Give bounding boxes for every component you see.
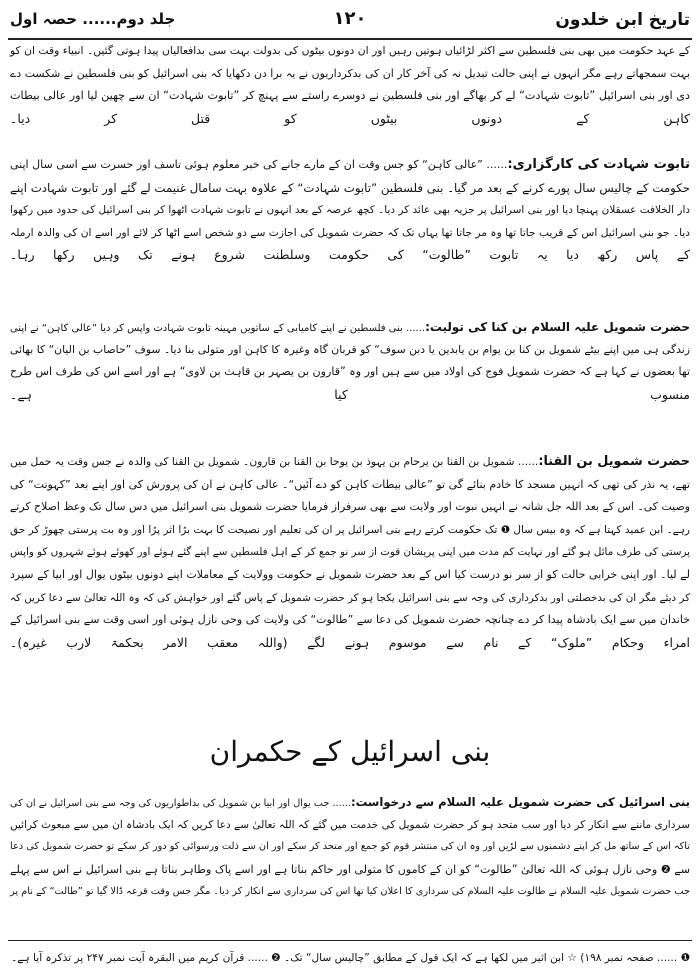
paragraph-darkhwast bbox=[10, 791, 690, 904]
paragraph-lead-heading: حضرت شمویل بن القنا: bbox=[538, 454, 690, 469]
page-number: ۱۲۰ bbox=[333, 8, 367, 29]
line-text: دار الخلافت عسقلان پہنچا دیا اور بنی اسرائیل پر جزیہ بھی عائد کر دیا۔ کچھ عرصہ کے بعد انہوں نے تابوت شہادت اٹھوا کر بنی اسرائیل کی حدود میں رکھوا bbox=[10, 204, 690, 217]
text-line bbox=[10, 541, 690, 564]
paragraph-shamwil-bin-alqana bbox=[10, 451, 690, 654]
text-line bbox=[10, 40, 690, 63]
text-line bbox=[10, 85, 690, 108]
line-text: تھا بعضوں نے کہا ہے کہ حضرت شمویل فوج کی اولاد میں سے ہیں اور وہ ”قارون بن یصہر بن قاہث بن لاوی“ ہے اور اسے اس کی طرف اس طرح bbox=[10, 365, 690, 379]
text-line bbox=[10, 881, 690, 904]
line-text: ...... شمویل بن القنا بن یرحام بن یہوذ بن یوحا بن القنا بن قارون۔ شمویل بن القنا کی والدہ نے جس وقت یہ حمل میں bbox=[10, 455, 539, 468]
line-text: کر دیئے مگر ان کی بدخصلتی اور بدکرداری کی وجہ سے بنی اسرائیل یکجا ہو کر حضرت شمویل کے پاس گئے اور خواہش کی کہ وہ اللہ تعالیٰ سے دعا کریں کہ bbox=[10, 591, 690, 604]
text-line bbox=[10, 316, 690, 339]
line-text: امراء وحکام ”ملوک“ کے نام سے موسوم ہونے لگے (واللہ معقب الامر بحکمۃ لارب غیرہ)۔ bbox=[10, 634, 690, 650]
line-text: کے عہد حکومت میں بھی بنی فلسطین سے اکثر لڑائیاں ہوتیں رہیں اور ان دونوں بیٹوں کی بدولت بہت سی بدافعالیاں پیدا ہوتی گئیں۔ انبیاء وقت ان کو bbox=[10, 44, 690, 57]
text-line bbox=[10, 361, 690, 384]
paragraph-lead-heading: حضرت شمویل علیہ السلام بن کنا کی تولیت: bbox=[425, 320, 690, 334]
line-text: دی اور بنی اسرائیل ”تابوت شہادت“ لے کر بھاگے اور بنی فلسطین نے دوسرے راستے سے پہنچ کر ”تابوت شہادت“ ان سے چھین لیا اور عالی بیطات bbox=[10, 89, 690, 103]
text-line bbox=[10, 564, 690, 587]
text-line bbox=[10, 108, 690, 131]
text-line bbox=[10, 177, 690, 200]
text-line bbox=[10, 791, 690, 814]
text-line bbox=[10, 244, 690, 267]
line-text: بہت سمجھاتے رہے مگر انہوں نے اپنی حالت تبدیل نہ کی آخر کار ان کی بدکرداریوں نے یہ برا دن دکھایا کہ بنی اسرائیل کو بنی فلسطین نے شکست دے bbox=[10, 66, 690, 80]
line-text: پرستی کی طرف مائل ہو گئے اور نہایت کم مدت میں اپنی پریشان قوت از سر نو جمع کر کے اہل فلسطین سے اپنے گئے ہوئے اور کھوئے ہوئے شہروں کو واپس bbox=[10, 546, 690, 559]
line-text: سرداری ماننے سے انکار کر دیا اور سب متحد ہو کر حضرت شمویل کی خدمت میں گئے کہ اللہ تعالیٰ سے دعا کریں کہ ایک بادشاہ ان میں سے مبعوث کرائیں bbox=[10, 818, 690, 831]
page-header bbox=[10, 6, 690, 36]
text-line bbox=[10, 474, 690, 497]
text-line bbox=[10, 384, 690, 407]
footnote: ❶ ...... صفحہ نمبر ۱۹۸) ☆ ابن اثیر میں لکھا ہے کہ ایک قول کے مطابق ”چالیس سال“ تک۔ ❷ ...... قرآن کریم میں البقرہ آیت نمبر ۲۴۷ پر تذکرہ آیا ہے۔ bbox=[11, 952, 690, 964]
text-line bbox=[10, 859, 690, 882]
text-line bbox=[10, 632, 690, 655]
line-text: سے ❷ وحی نازل ہوئی کہ اللہ تعالیٰ ”طالوت“ کو ان کے کاموں کا متولی اور حاکم بناتا ہے اور اسے پاک وطاہر بناتا ہے بنی اسرائیل نے اس سے پہلے bbox=[10, 862, 690, 876]
text-line bbox=[10, 814, 690, 837]
line-text: وصیت کی۔ اس کے بعد اللہ جل شانہ نے انہیں نبوت اور ولایت سے بھی سرفراز فرمایا حضرت شمویل بنی اسرائیل میں دس سال تک وعظ اصلاح کرتے bbox=[9, 500, 690, 514]
line-text: تاکہ اس کے ساتھ مل کر اپنے دشمنوں سے لڑیں اور وہ ان کی منتشر قوم کو جمع اور متحد کر سکے اور ان سے ذلت ورسوائی کو دور کر سکے تو حضرت شمویل کی دعا bbox=[10, 841, 690, 853]
line-text: ...... جب یوال اور ابیا بن شمویل کی بداطواریوں کی وجہ سے بنی اسرائیل نے ان کی bbox=[10, 798, 351, 809]
volume-label: جلد دوم...... حصہ اول bbox=[10, 10, 176, 28]
text-line bbox=[10, 519, 690, 542]
paragraph-0 bbox=[10, 40, 690, 130]
line-text: جب حضرت شمویل علیہ السلام نے طالوت علیہ السلام کی سرداری کا اعلان کیا تھا اس کی سرداری سے انکار کر دیا۔ مگر جس وقت قرعہ ڈالا گیا تو ”طالت“ کے نام پر bbox=[10, 886, 690, 898]
book-title: تاریخ ابن خلدون bbox=[555, 10, 690, 30]
text-line bbox=[10, 339, 690, 362]
text-line bbox=[10, 222, 690, 245]
paragraph-shamwil-tauliyat bbox=[10, 316, 690, 406]
paragraph-tabut-shahadat bbox=[10, 154, 690, 267]
line-text: ...... بنی فلسطین نے اپنے کامیابی کے ساتویں مہینہ تابوت شہادت واپس کر دیا ”عالی کاہن“ نے اپنی bbox=[10, 323, 426, 334]
text-line bbox=[10, 496, 690, 519]
line-text: ...... ”عالی کاہن“ کو جس وقت ان کے مارے جانے کی خبر معلوم ہوئی تاسف اور حسرت سے اسی سال اپنی bbox=[10, 158, 508, 171]
text-line bbox=[10, 836, 690, 859]
text-line bbox=[10, 199, 690, 222]
line-text: دیا۔ جو بنی اسرائیل اس کے قریب جاتا تھا وہ مر جاتا تھا یہاں تک کہ حضرت شمویل کی اجازت سے دو شخص اسے اٹھا کر لائے اور اسے ان کی والدہ ارملہ bbox=[10, 225, 690, 239]
line-text: خاندان میں سے ایک بادشاہ پیدا کر دے چنانچہ حضرت شمویل کی دعا سے ”طالوت“ کی ولایت کی وحی نازل ہوئی اور اسی وقت سے بنی اسرائیل کے bbox=[10, 613, 690, 627]
line-text: تھے، یہ نذر کی تھی کہ انہیں مسجد کا خادم بنائے گی تو ”عالی بیطات کاہن کو دے آئیں“۔ عالی کاہن نے ان کی پرورش کی اور اپنے بعد ”کہونت“ کی bbox=[10, 477, 690, 491]
text-line bbox=[10, 63, 690, 86]
paragraph-lead-heading: بنی اسرائیل کی حضرت شمویل علیہ السلام سے درخواست: bbox=[350, 795, 690, 809]
text-line bbox=[10, 609, 690, 632]
line-text: رہے۔ ابن عمید کہتا ہے کہ وہ بیس سال ❶ تک حکومت کرتے رہے بنی اسرائیل پر ان کی تعلیم اور نصیحت کا بہت بڑا اثر پڑا اور وہ بت پرستی چھوڑ کر حق bbox=[10, 523, 690, 536]
line-text: کے پاس رکھ دیا یہ تابوت ”طالوت“ کی حکومت وسلطنت شروع ہونے تک وہیں رکھا رہا۔ bbox=[10, 247, 690, 263]
text-line bbox=[10, 587, 690, 610]
footnote-rule bbox=[8, 940, 692, 941]
line-text: منسوب کیا ہے۔ bbox=[10, 386, 690, 402]
paragraph-lead-heading: تابوت شہادت کی کارگزاری: bbox=[507, 157, 690, 172]
text-line bbox=[10, 154, 690, 177]
line-text: حکومت کے چالیس سال پورے کرنے کے بعد مر گیا۔ بنی فلسطین ”تابوت شہادت“ کے علاوہ بہت سامال غنیمت لے گئے اور تابوت شہادت اپنے bbox=[10, 180, 690, 195]
line-text: کاہن کے دونوں بیٹوں کو قتل کر دیا۔ bbox=[10, 110, 690, 126]
section-heading: بنی اسرائیل کے حکمران bbox=[209, 735, 491, 768]
line-text: زندگی ہی میں اپنے بیٹے شمویل بن کنا بن یوام بن یابدین یا دبن سوف“ کو قربان گاہ وغیرہ کا کاہن اور متولی بنا دیا۔ سوف ”حاصاب بن الیان“ کا بھائی bbox=[10, 342, 690, 356]
text-line bbox=[10, 451, 690, 474]
line-text: لے لیا۔ اور اپنی خرابی حالت کو از سر نو درست کیا اس کے بعد حضرت شمویل نے حکومت وولایت کے معاملات اپنے دونوں بیٹوں یوال اور ابیا کے سپرد bbox=[10, 567, 690, 581]
